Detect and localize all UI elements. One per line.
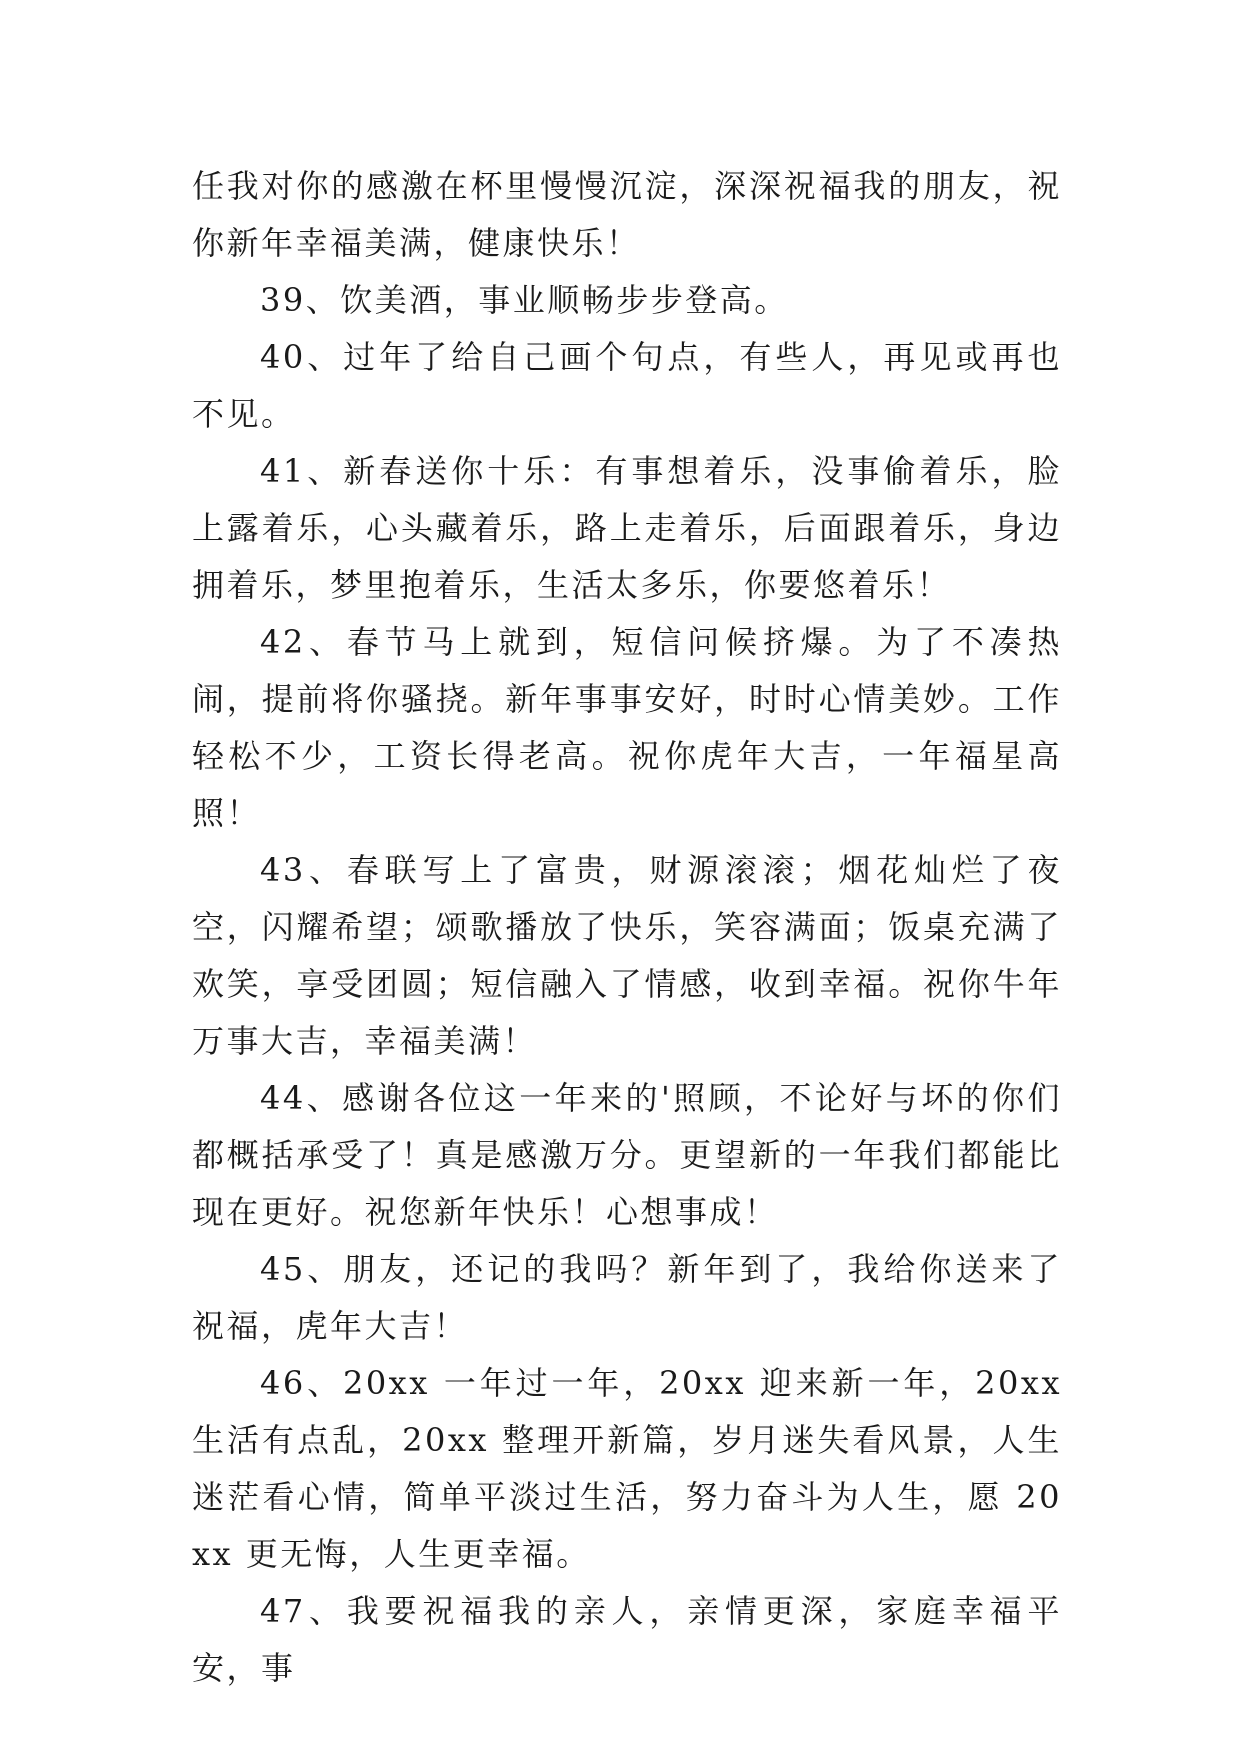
paragraph-38-continuation: 任我对你的感激在杯里慢慢沉淀，深深祝福我的朋友，祝你新年幸福美满，健康快乐！ [192,167,1062,262]
paragraph-45: 45、朋友，还记的我吗？新年到了，我给你送来了祝福，虎年大吉！ [192,1250,1062,1345]
paragraph-40: 40、过年了给自己画个句点，有些人，再见或再也不见。 [192,338,1062,433]
document-body [192,158,1062,1697]
paragraph-39: 39、饮美酒，事业顺畅步步登高。 [260,281,789,319]
paragraph-41: 41、新春送你十乐：有事想着乐，没事偷着乐，脸上露着乐，心头藏着乐，路上走着乐，后面跟着乐，身边拥着乐，梦里抱着乐，生活太多乐，你要悠着乐！ [192,452,1062,604]
paragraph-47: 47、我要祝福我的亲人，亲情更深，家庭幸福平安，事 [192,1592,1062,1687]
paragraph-43: 43、春联写上了富贵，财源滚滚；烟花灿烂了夜空，闪耀希望；颂歌播放了快乐，笑容满面；饭桌充满了欢笑，享受团圆；短信融入了情感，收到幸福。祝你牛年万事大吉，幸福美满！ [192,851,1062,1060]
paragraph-42: 42、春节马上就到，短信问候挤爆。为了不凑热闹，提前将你骚挠。新年事事安好，时时心情美妙。工作轻松不少，工资长得老高。祝你虎年大吉，一年福星高照！ [192,623,1062,832]
paragraph-44: 44、感谢各位这一年来的'照顾，不论好与坏的你们都概括承受了！真是感激万分。更望新的一年我们都能比现在更好。祝您新年快乐！心想事成！ [192,1079,1062,1231]
paragraph-46: 46、20xx 一年过一年，20xx 迎来新一年，20xx 生活有点乱，20xx 整理开新篇，岁月迷失看风景，人生迷茫看心情，简单平淡过生活，努力奋斗为人生，愿 20xx 更无悔，人生更幸福。 [192,1364,1062,1573]
